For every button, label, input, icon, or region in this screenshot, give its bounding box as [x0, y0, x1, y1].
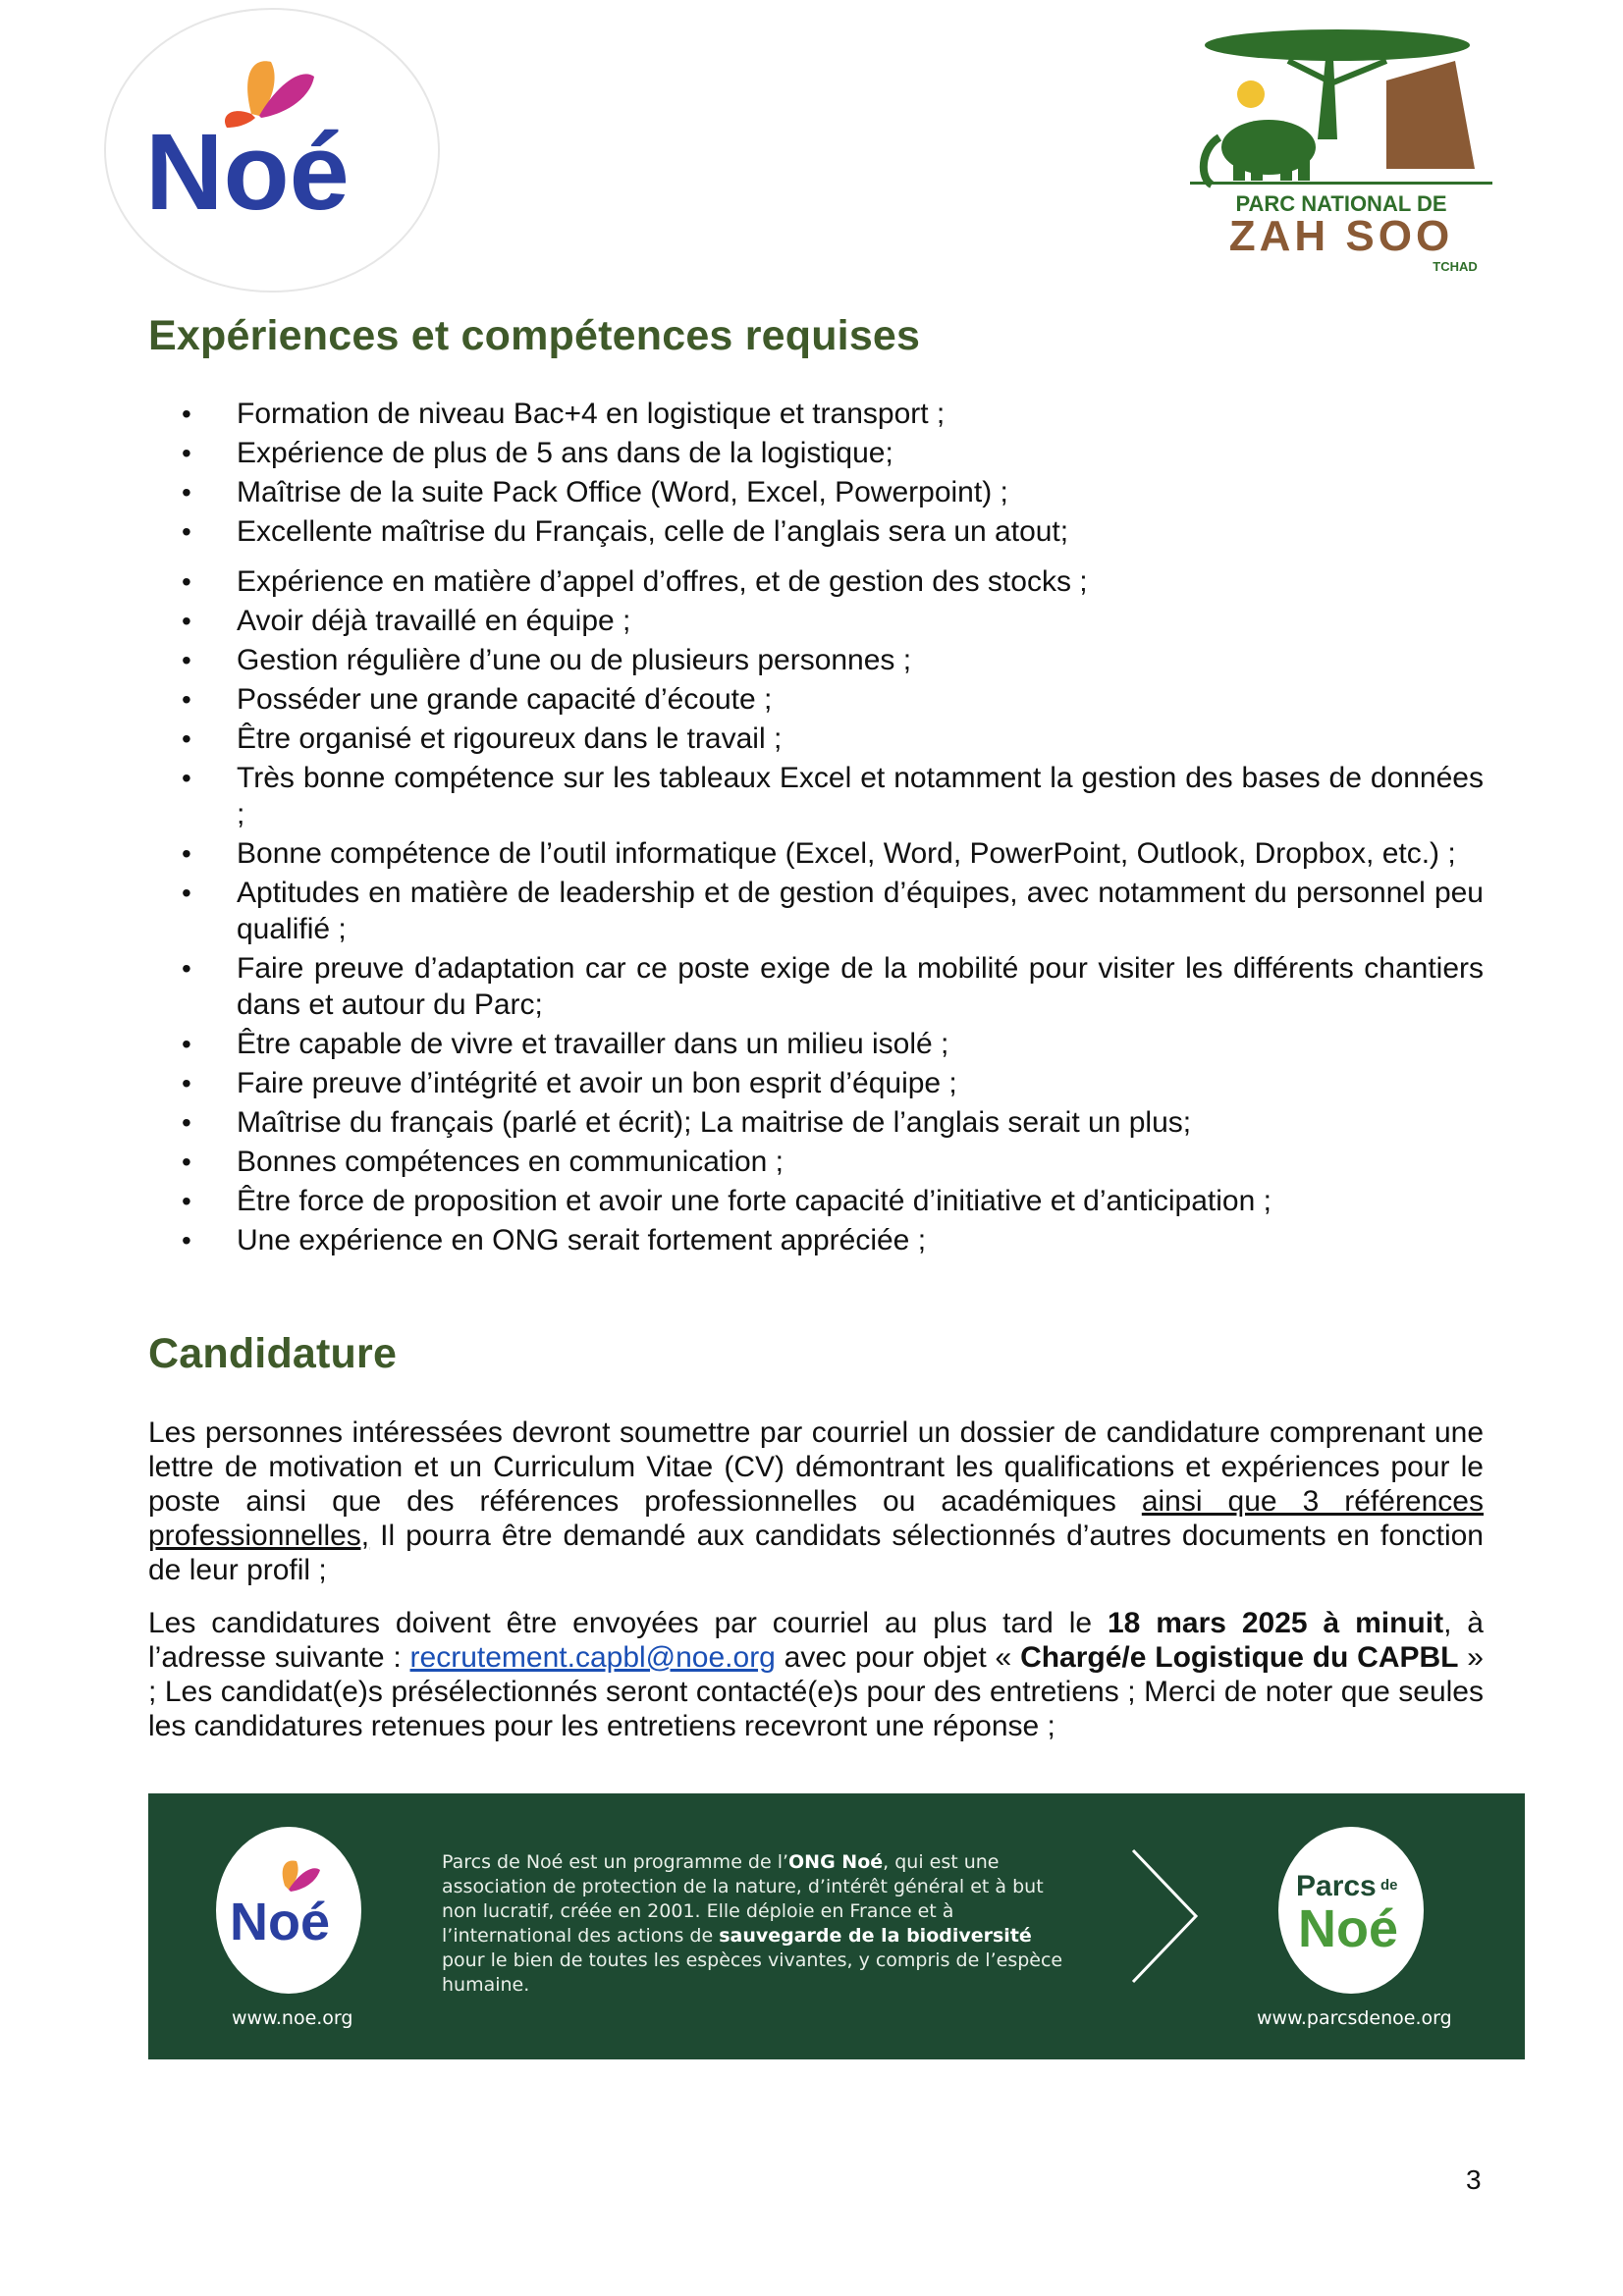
noe-banner-logo — [216, 1827, 361, 1994]
list-item: • Bonnes compétences en communication ; — [148, 1144, 1484, 1180]
section-title-requirements: Expériences et compétences requises — [148, 312, 921, 359]
list-item: • Bonne compétence de l’outil informatique (Excel, Word, PowerPoint, Outlook, Dropbox, etc.) ; — [148, 835, 1484, 872]
email-link[interactable]: recrutement.capbl@noe.org — [409, 1641, 776, 1674]
noe-logo — [104, 8, 440, 293]
svg-text:PARC NATIONAL DE: PARC NATIONAL DE — [1235, 191, 1447, 216]
parcs-de-noe-logo — [1278, 1827, 1424, 1994]
list-item: • Être capable de vivre et travailler dans un milieu isolé ; — [148, 1026, 1484, 1062]
list-item: • Expérience de plus de 5 ans dans de la logistique; — [148, 435, 1484, 471]
list-item: • Très bonne compétence sur les tableaux Excel et notamment la gestion des bases de données ; — [148, 760, 1484, 832]
parcsdenoe-url[interactable]: www.parcsdenoe.org — [1257, 2007, 1452, 2029]
chevron-right-icon — [1125, 1842, 1204, 1990]
requirements-list — [148, 396, 1484, 1261]
list-item: • Être force de proposition et avoir une forte capacité d’initiative et d’anticipation ; — [148, 1183, 1484, 1219]
svg-text:Noé: Noé — [145, 112, 350, 233]
application-paragraph: Les personnes intéressées devront soumettre par courriel un dossier de candidature comprenant une lettre de motivation et un Curriculum Vitae (CV) démontrant les qualifications et expériences pour le poste ainsi que des références professionnelles ou académiques ainsi que 3 références professionnelles, Il pourra être demandé aux candidats sélectionnés d’autres documents en fonction de leur profil ; — [148, 1416, 1484, 1586]
svg-text:de: de — [1380, 1877, 1398, 1894]
list-item: • Posséder une grande capacité d’écoute ; — [148, 681, 1484, 718]
list-item: • Formation de niveau Bac+4 en logistique et transport ; — [148, 396, 1484, 432]
underlined-text: ainsi que 3 références professionnelles, — [148, 1485, 1484, 1552]
list-item: • Aptitudes en matière de leadership et de gestion d’équipes, avec notamment du personnel peu qualifié ; — [148, 875, 1484, 947]
list-item: • Gestion régulière d’une ou de plusieurs personnes ; — [148, 642, 1484, 678]
list-item: • Avoir déjà travaillé en équipe ; — [148, 603, 1484, 639]
deadline-text: 18 mars 2025 à minuit — [1108, 1607, 1444, 1639]
list-item: • Faire preuve d’intégrité et avoir un bon esprit d’équipe ; — [148, 1065, 1484, 1101]
svg-text:TCHAD: TCHAD — [1433, 259, 1478, 274]
noe-url[interactable]: www.noe.org — [232, 2007, 353, 2029]
list-item: • Expérience en matière d’appel d’offres, et de gestion des stocks ; — [148, 563, 1484, 600]
svg-text:Noé: Noé — [1298, 1899, 1399, 1958]
list-item: • Une expérience en ONG serait fortement appréciée ; — [148, 1222, 1484, 1258]
list-item: • Être organisé et rigoureux dans le travail ; — [148, 721, 1484, 757]
svg-text:ZAH SOO: ZAH SOO — [1228, 212, 1454, 260]
list-item: • Faire preuve d’adaptation car ce poste exige de la mobilité pour visiter les différents chantiers dans et autour du Parc; — [148, 950, 1484, 1023]
zah-soo-logo — [1190, 22, 1492, 279]
deadline-paragraph: Les candidatures doivent être envoyées par courriel au plus tard le 18 mars 2025 à minuit, à l’adresse suivante : recrutement.capbl@noe.org avec pour objet « Chargé/e Logistique du CAPBL » ; Les candidat(e)s présélectionnés seront contacté(e)s pour des entretiens ; Merci de noter que seules les candidatures retenues pour les entretiens recevront une réponse ; — [148, 1607, 1484, 1742]
subject-text: Chargé/e Logistique du CAPBL — [1020, 1641, 1459, 1674]
list-item: • Excellente maîtrise du Français, celle de l’anglais sera un atout; — [148, 513, 1484, 550]
list-item: • Maîtrise de la suite Pack Office (Word, Excel, Powerpoint) ; — [148, 474, 1484, 510]
page-number: 3 — [1466, 2164, 1482, 2195]
list-item: • Maîtrise du français (parlé et écrit); La maitrise de l’anglais serait un plus; — [148, 1104, 1484, 1141]
banner-description: Parcs de Noé est un programme de l’ONG Noé, qui est une association de protection de la nature, d’intérêt général et à but non lucratif, créée en 2001. Elle déploie en France et à l’international des actions de sauvegarde de la biodiversité pour le bien de toutes les espèces vivantes, y compris de l’espèce humaine. — [442, 1851, 1063, 1996]
svg-text:Noé: Noé — [230, 1893, 331, 1951]
footer-banner — [148, 1793, 1525, 2059]
svg-text:Parcs: Parcs — [1296, 1870, 1377, 1902]
section-title-application: Candidature — [148, 1330, 398, 1377]
